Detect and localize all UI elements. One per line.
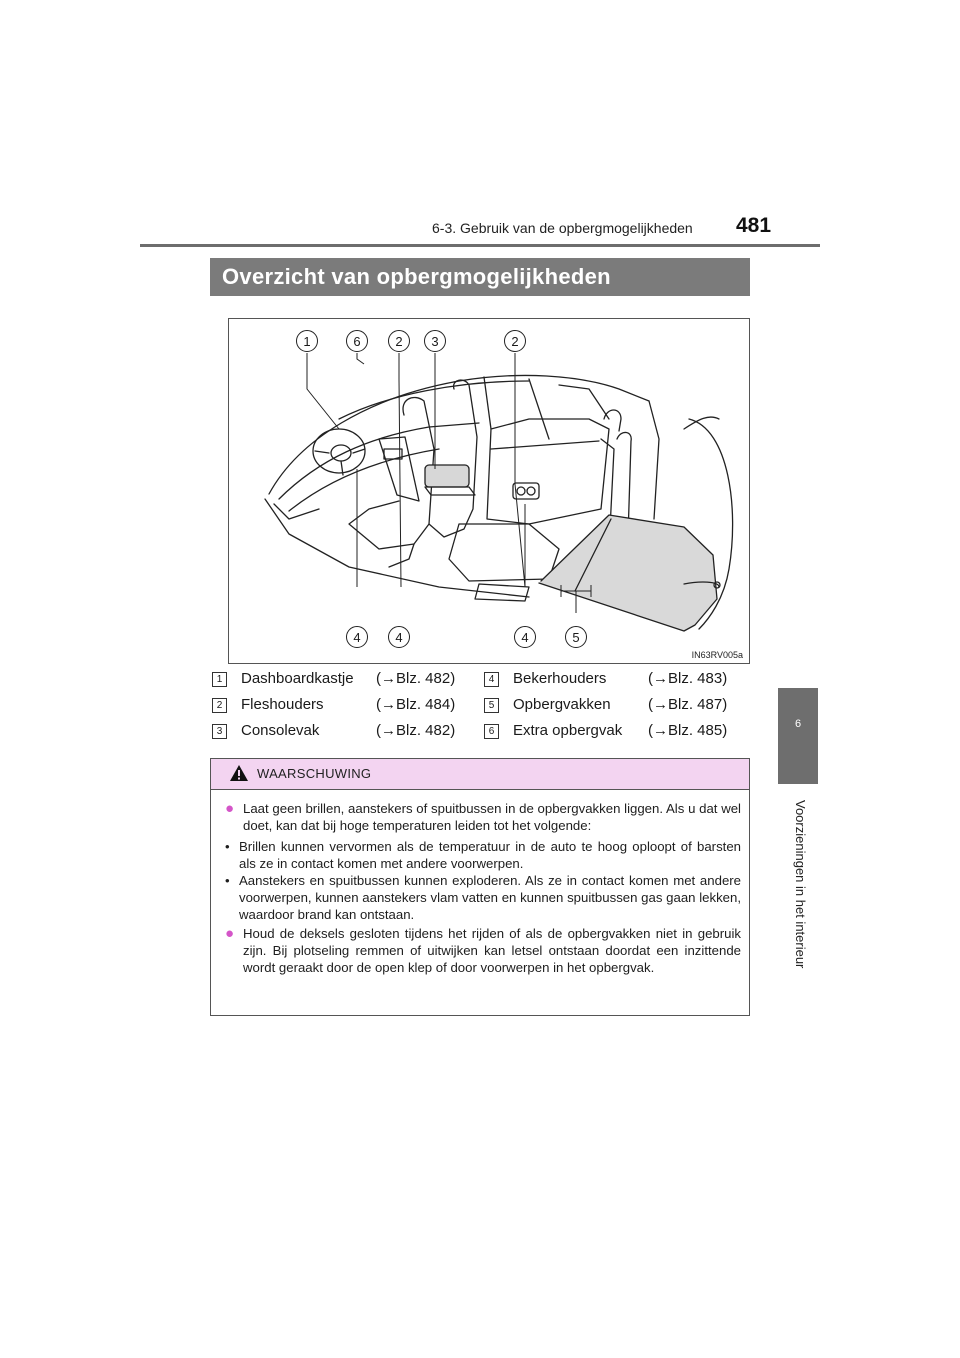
interior-illustration	[228, 318, 750, 664]
warning-sub-list	[225, 838, 741, 923]
warning-title: WAARSCHUWING	[257, 766, 372, 781]
warning-bullet	[225, 925, 741, 976]
legend-label: Opbergvakken	[513, 696, 611, 713]
sub-bullet-icon: •	[225, 839, 230, 854]
chapter-title: Voorzieningen in het interieur	[793, 800, 808, 969]
warning-box	[210, 758, 750, 1016]
callout-bottom-3: 5	[565, 626, 587, 648]
callout-top-1: 6	[346, 330, 368, 352]
legend-item	[484, 720, 752, 742]
figure-code: IN63RV005a	[691, 650, 743, 660]
page-reference: (→Blz. 487)	[648, 696, 728, 713]
page-reference: (→Blz. 482)	[376, 722, 456, 739]
page-reference: (→Blz. 483)	[648, 670, 728, 687]
legend-number: 1	[212, 672, 227, 687]
warning-bullet-text: Houd de deksels gesloten tijdens het rijden of als de opbergvakken niet in gebruik zijn. Bij plotseling remmen of uitwijken kan letsel ontstaan doordat een inzittende wordt geraakt door de open klep of door voorwerpen in het opbergvak.	[243, 926, 741, 975]
warning-sub-item	[225, 872, 741, 923]
warning-bullet-text: Laat geen brillen, aanstekers of spuitbussen in de opbergvakken liggen. Als u dat wel doet, kan dat bij hoge temperaturen leiden tot het volgende:	[243, 801, 741, 833]
chapter-number: 6	[794, 718, 802, 730]
legend-item	[212, 694, 480, 716]
car-interior-drawing	[229, 319, 749, 663]
warning-body	[211, 790, 749, 976]
legend-item	[212, 668, 480, 690]
legend-number: 5	[484, 698, 499, 713]
legend-item	[484, 694, 752, 716]
legend-number: 3	[212, 724, 227, 739]
legend-number: 6	[484, 724, 499, 739]
legend-label: Consolevak	[241, 722, 320, 739]
header-divider	[140, 244, 820, 247]
legend-number: 4	[484, 672, 499, 687]
running-header: 6-3. Gebruik van de opbergmogelijkheden	[432, 220, 693, 236]
legend-label: Dashboardkastje	[241, 670, 354, 687]
callout-bottom-0: 4	[346, 626, 368, 648]
callout-top-2: 2	[388, 330, 410, 352]
legend-item	[212, 720, 480, 742]
warning-triangle-icon	[229, 764, 249, 782]
warning-sub-text: Brillen kunnen vervormen als de temperatuur in de auto te hoog oploopt of barsten als ze in contact komen met andere voorwerpen.	[239, 839, 741, 871]
warning-sub-item	[225, 838, 741, 872]
legend-number: 2	[212, 698, 227, 713]
bullet-dot-icon: ●	[225, 800, 235, 817]
callout-bottom-1: 4	[388, 626, 410, 648]
legend-item	[484, 668, 752, 690]
chapter-tab	[778, 688, 818, 784]
callout-top-4: 2	[504, 330, 526, 352]
callout-top-3: 3	[424, 330, 446, 352]
page-reference: (→Blz. 482)	[376, 670, 456, 687]
warning-bullet	[225, 800, 741, 834]
legend-label: Bekerhouders	[513, 670, 607, 687]
page-reference: (→Blz. 485)	[648, 722, 728, 739]
callout-bottom-2: 4	[514, 626, 536, 648]
legend-label: Extra opbergvak	[513, 722, 623, 739]
warning-sub-text: Aanstekers en spuitbussen kunnen exploderen. Als ze in contact komen met andere voorwerpen, kunnen aanstekers vlam vatten en kunnen spuitbussen gas gaan lekken, waardoor brand kan ontstaan.	[239, 873, 741, 922]
bullet-dot-icon: ●	[225, 925, 235, 942]
page-number: 481	[736, 214, 772, 237]
legend-label: Fleshouders	[241, 696, 324, 713]
callout-top-0: 1	[296, 330, 318, 352]
sub-bullet-icon: •	[225, 873, 230, 888]
warning-header	[211, 759, 749, 790]
section-title: Overzicht van opbergmogelijkheden	[210, 258, 750, 296]
page-reference: (→Blz. 484)	[376, 696, 456, 713]
